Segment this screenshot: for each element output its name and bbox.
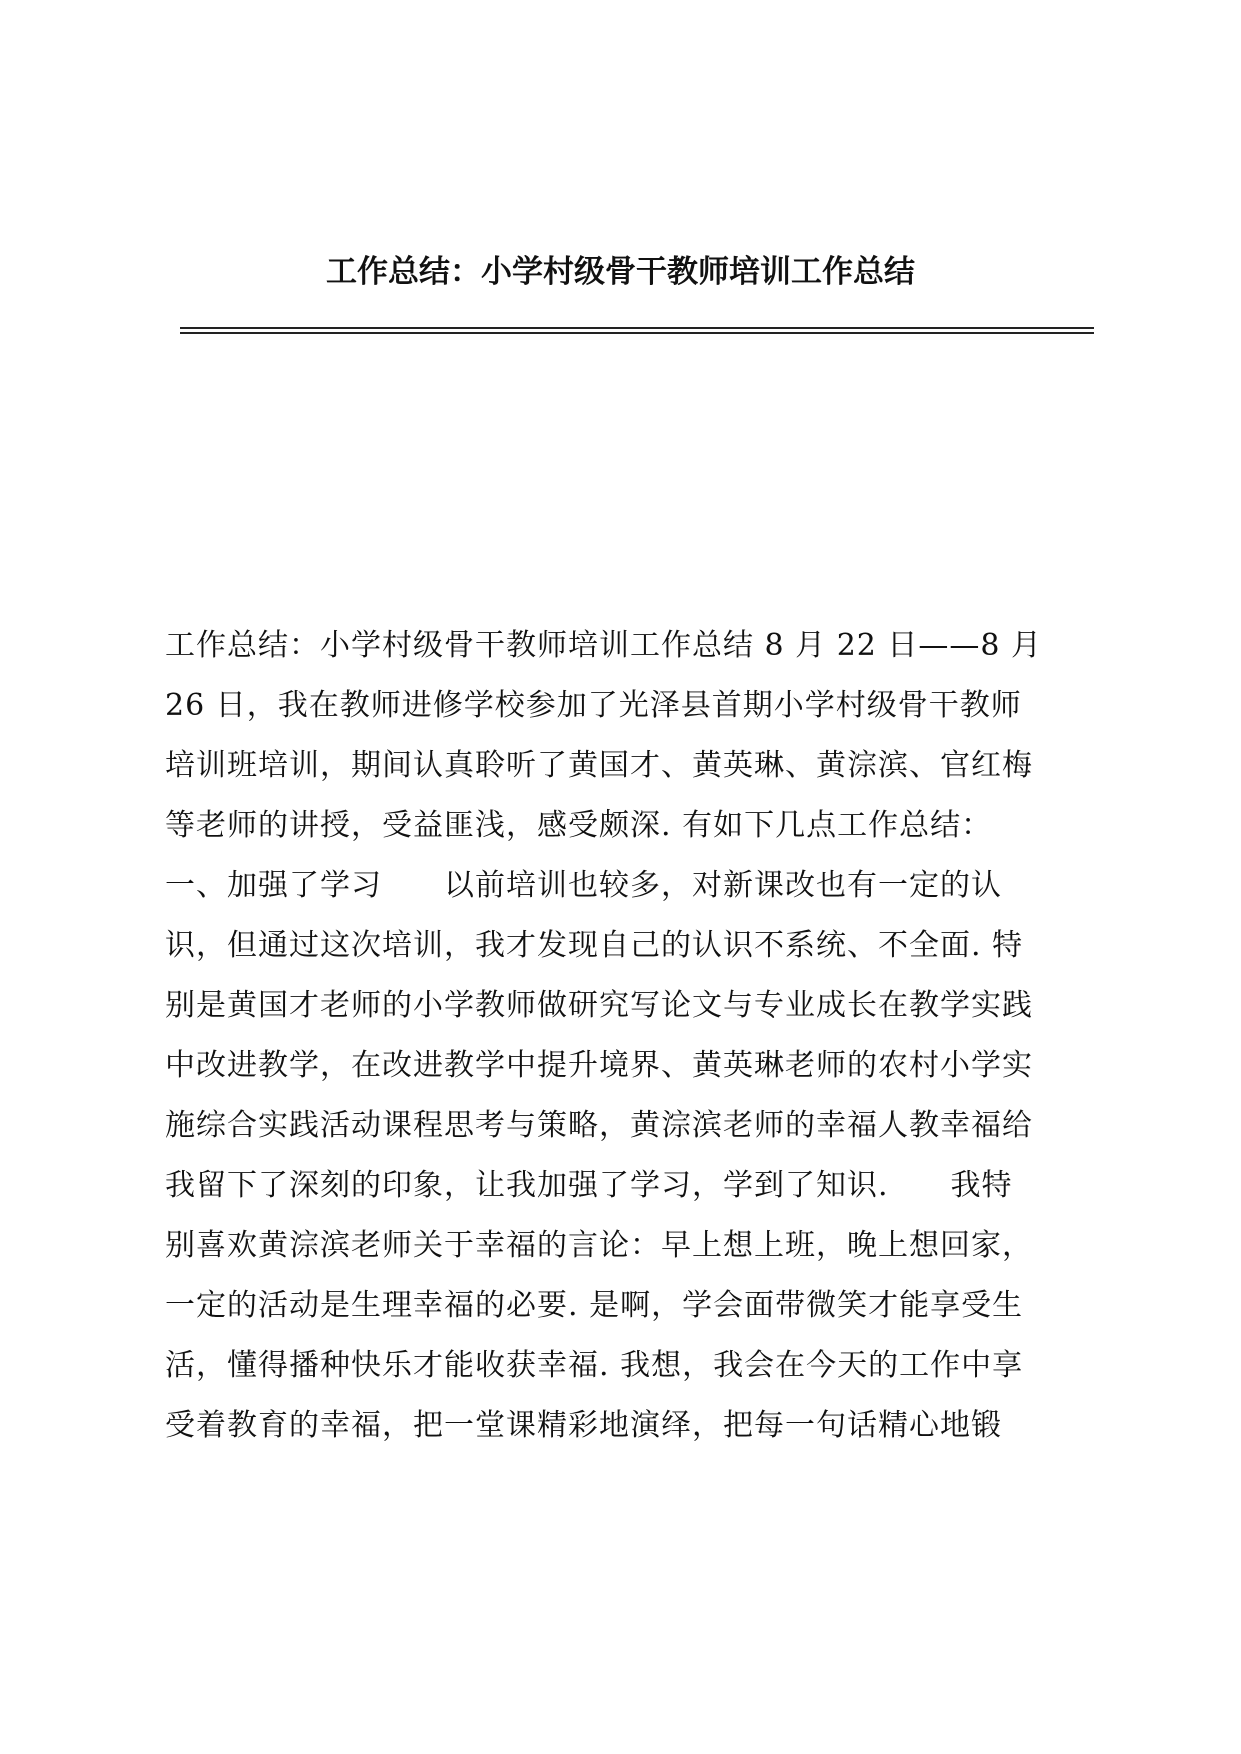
body-line: 别喜欢黄淙滨老师关于幸福的言论：早上想上班，晚上想回家， [165,1228,1033,1263]
body-line: 我留下了深刻的印象，让我加强了学习，学到了知识. 我特 [165,1168,1013,1203]
body-line: 施综合实践活动课程思考与策略，黄淙滨老师的幸福人教幸福给 [165,1108,1033,1143]
body-line: 活，懂得播种快乐才能收获幸福. 我想，我会在今天的工作中享 [165,1348,1024,1383]
body-line: 工作总结：小学村级骨干教师培训工作总结 8 月 22 日——8 月 [165,628,1043,663]
body-line: 中改进教学，在改进教学中提升境界、黄英琳老师的农村小学实 [165,1048,1033,1083]
document-body [165,616,1095,1456]
body-line: 26 日，我在教师进修学校参加了光泽县首期小学村级骨干教师 [165,688,1022,723]
title-double-rule [180,327,1094,334]
body-line: 等老师的讲授，受益匪浅，感受颇深. 有如下几点工作总结： [165,808,993,843]
body-line: 识，但通过这次培训，我才发现自己的认识不系统、不全面. 特 [165,928,1024,963]
document-title: 工作总结：小学村级骨干教师培训工作总结 [326,254,915,290]
body-line: 一定的活动是生理幸福的必要. 是啊，学会面带微笑才能享受生 [165,1288,1024,1323]
body-line: 培训班培训，期间认真聆听了黄国才、黄英琳、黄淙滨、官红梅 [165,748,1033,783]
body-line: 别是黄国才老师的小学教师做研究写论文与专业成长在教学实践 [165,988,1033,1023]
body-line: 一、加强了学习 以前培训也较多，对新课改也有一定的认 [165,868,1002,903]
body-line: 受着教育的幸福，把一堂课精彩地演绎，把每一句话精心地锻 [165,1408,1002,1443]
